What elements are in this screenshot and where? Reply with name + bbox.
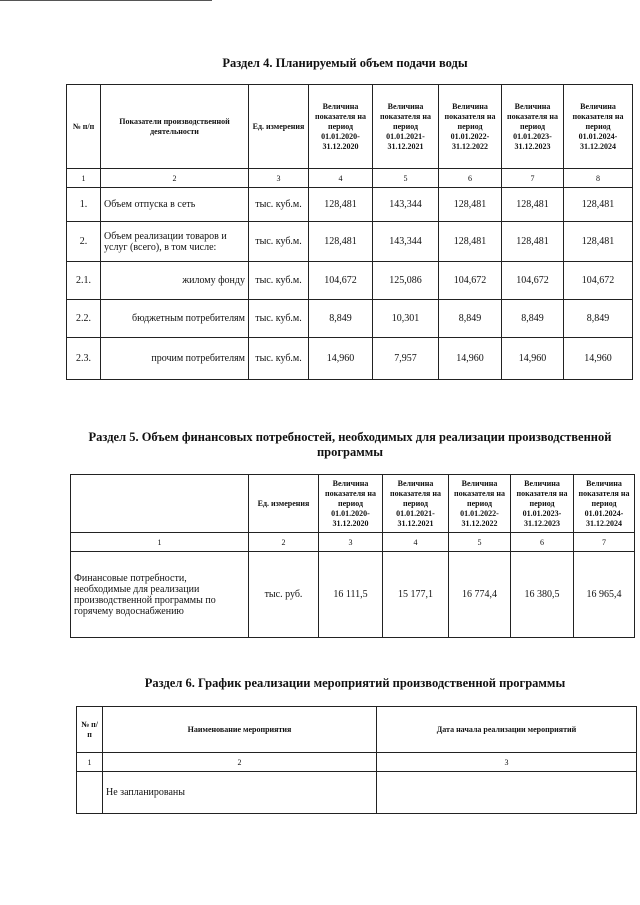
row-value: 128,481 [309, 222, 373, 262]
row-value: 14,960 [439, 338, 502, 380]
table-row [67, 300, 633, 338]
row-value: 16 965,4 [574, 552, 635, 638]
row-value: 16 774,4 [449, 552, 511, 638]
row-number: 2.2. [67, 300, 101, 338]
col-number: 6 [439, 169, 502, 188]
col-header: Величина показателя на период 01.01.2022-31.12.2022 [449, 475, 511, 533]
section6-table [76, 706, 637, 814]
col-header: Показатели производственной деятельности [101, 85, 249, 169]
row-name: Объем отпуска в сеть [101, 188, 249, 222]
section6-title: Раздел 6. График реализации мероприятий производственной программы [144, 676, 566, 690]
row-value: 10,301 [373, 300, 439, 338]
col-header: Наименование мероприятия [103, 707, 377, 753]
row-value: 128,481 [564, 222, 633, 262]
table-row [67, 262, 633, 300]
section5-column-numbers [71, 533, 635, 552]
row-value: 104,672 [502, 262, 564, 300]
col-number: 8 [564, 169, 633, 188]
section4-title: Раздел 4. Планируемый объем подачи воды [222, 56, 468, 70]
table-row [67, 222, 633, 262]
col-header: Величина показателя на период 01.01.2024-31.12.2024 [564, 85, 633, 169]
row-number: 2. [67, 222, 101, 262]
row-unit: тыс. куб.м. [249, 300, 309, 338]
section5-header-row [71, 475, 635, 533]
row-value: 104,672 [309, 262, 373, 300]
col-number: 4 [383, 533, 449, 552]
section6-header-row [77, 707, 637, 753]
col-number: 3 [319, 533, 383, 552]
col-number: 1 [77, 753, 103, 772]
row-value: 14,960 [564, 338, 633, 380]
col-header: Величина показателя на период 01.01.2023-31.12.2023 [502, 85, 564, 169]
col-number: 2 [103, 753, 377, 772]
col-header: Величина показателя на период 01.01.2020-31.12.2020 [319, 475, 383, 533]
row-number: 2.1. [67, 262, 101, 300]
row-value: 128,481 [439, 188, 502, 222]
row-value: 128,481 [502, 222, 564, 262]
col-number: 4 [309, 169, 373, 188]
row-value: 16 111,5 [319, 552, 383, 638]
col-header: Величина показателя на период 01.01.2024-31.12.2024 [574, 475, 635, 533]
col-number: 7 [574, 533, 635, 552]
row-unit: тыс. куб.м. [249, 222, 309, 262]
col-header: Величина показателя на период 01.01.2021-31.12.2021 [383, 475, 449, 533]
col-number: 3 [249, 169, 309, 188]
row-value: 128,481 [564, 188, 633, 222]
row-value: 8,849 [309, 300, 373, 338]
row-number: 2.3. [67, 338, 101, 380]
row-value: 125,086 [373, 262, 439, 300]
row-value: 104,672 [564, 262, 633, 300]
table-row [67, 338, 633, 380]
row-value: 143,344 [373, 222, 439, 262]
col-number: 2 [101, 169, 249, 188]
col-number: 3 [377, 753, 637, 772]
row-unit: тыс. куб.м. [249, 262, 309, 300]
row-value: 15 177,1 [383, 552, 449, 638]
col-number: 5 [373, 169, 439, 188]
row-value: 143,344 [373, 188, 439, 222]
row-value: 128,481 [309, 188, 373, 222]
row-number [77, 772, 103, 814]
row-number: 1. [67, 188, 101, 222]
row-name: жилому фонду [101, 262, 249, 300]
col-header [71, 475, 249, 533]
row-date [377, 772, 637, 814]
row-name: бюджетным потребителям [101, 300, 249, 338]
row-value: 104,672 [439, 262, 502, 300]
section4-column-numbers [67, 169, 633, 188]
col-header: Величина показателя на период 01.01.2020-31.12.2020 [309, 85, 373, 169]
row-value: 14,960 [502, 338, 564, 380]
section4-table [66, 84, 633, 380]
col-number: 2 [249, 533, 319, 552]
section6-column-numbers [77, 753, 637, 772]
row-value: 8,849 [502, 300, 564, 338]
row-name: прочим потребителям [101, 338, 249, 380]
col-header: № п/п [77, 707, 103, 753]
section4-header-row [67, 85, 633, 169]
section5-table [70, 474, 635, 638]
section5-title: Раздел 5. Объем финансовых потребностей, необходимых для реализации производственной программы [88, 430, 612, 459]
col-header: Величина показателя на период 01.01.2022-31.12.2022 [439, 85, 502, 169]
row-name: Не запланированы [103, 772, 377, 814]
row-unit: тыс. куб.м. [249, 188, 309, 222]
col-header: Ед. измерения [249, 475, 319, 533]
row-value: 14,960 [309, 338, 373, 380]
row-value: 16 380,5 [511, 552, 574, 638]
col-number: 1 [71, 533, 249, 552]
row-unit: тыс. руб. [249, 552, 319, 638]
row-unit: тыс. куб.м. [249, 338, 309, 380]
row-value: 8,849 [564, 300, 633, 338]
table-row [71, 552, 635, 638]
row-value: 128,481 [439, 222, 502, 262]
row-value: 128,481 [502, 188, 564, 222]
col-header: Дата начала реализации мероприятий [377, 707, 637, 753]
row-name: Финансовые потребности, необходимые для реализации производственной программы по горячему водоснабжению [71, 552, 249, 638]
col-header: Величина показателя на период 01.01.2023-31.12.2023 [511, 475, 574, 533]
col-header: Ед. измерения [249, 85, 309, 169]
row-value: 8,849 [439, 300, 502, 338]
col-number: 7 [502, 169, 564, 188]
row-value: 7,957 [373, 338, 439, 380]
col-number: 5 [449, 533, 511, 552]
col-number: 1 [67, 169, 101, 188]
top-rule [0, 0, 212, 1]
row-name: Объем реализации товаров и услуг (всего), в том числе: [101, 222, 249, 262]
col-number: 6 [511, 533, 574, 552]
col-header: № п/п [67, 85, 101, 169]
table-row [77, 772, 637, 814]
col-header: Величина показателя на период 01.01.2021-31.12.2021 [373, 85, 439, 169]
table-row [67, 188, 633, 222]
